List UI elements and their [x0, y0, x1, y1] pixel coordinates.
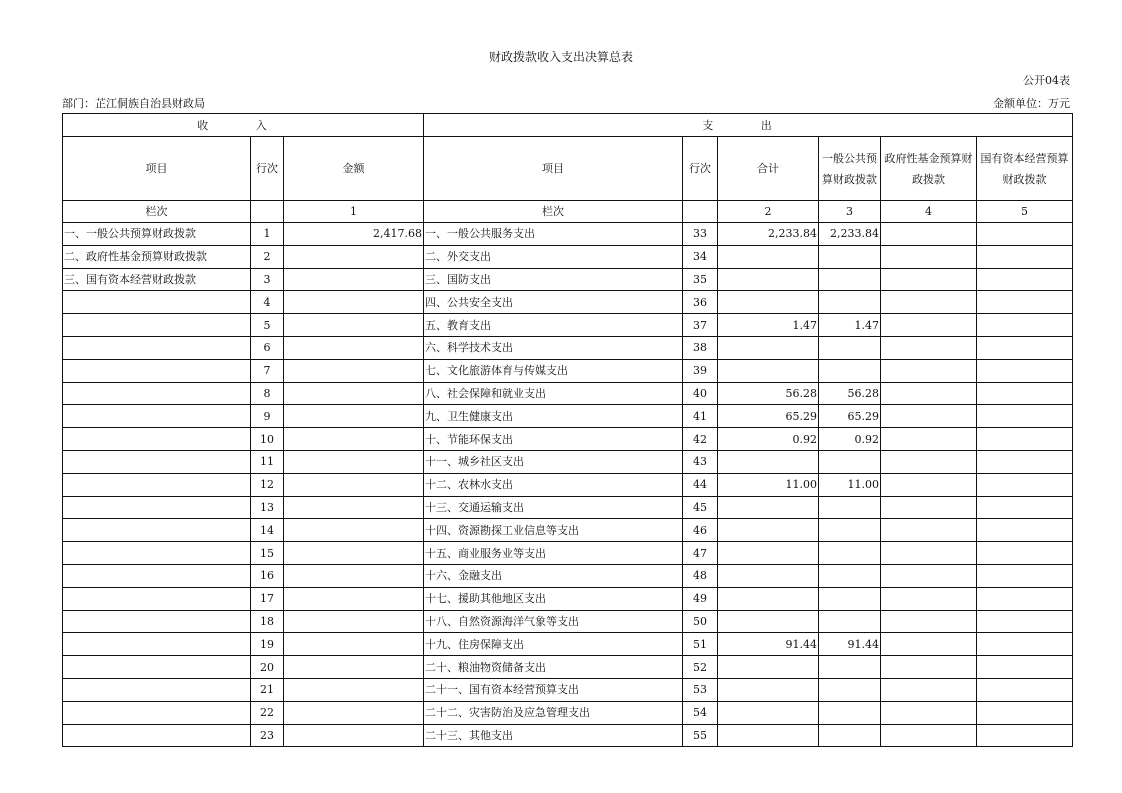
income-item-cell [63, 359, 251, 382]
table-row [63, 564, 1073, 587]
income-item-cell [63, 656, 251, 679]
general-budget-cell [819, 564, 881, 587]
income-row-cell: 13 [251, 496, 284, 519]
income-row-cell: 11 [251, 450, 284, 473]
expense-item-cell: 七、文化旅游体育与传媒支出 [424, 359, 683, 382]
expense-item-cell: 十、节能环保支出 [424, 428, 683, 451]
gov-fund-cell [881, 359, 977, 382]
expense-row-cell: 49 [683, 587, 718, 610]
expense-row-cell: 54 [683, 701, 718, 724]
income-amount-cell [284, 496, 424, 519]
total-cell [718, 564, 819, 587]
table-row [63, 245, 1073, 268]
table-row [63, 633, 1073, 656]
state-capital-cell [977, 678, 1073, 701]
table-row [63, 519, 1073, 542]
income-item-cell [63, 678, 251, 701]
table-row [63, 656, 1073, 679]
expense-colnum-row [683, 201, 718, 223]
group-header-row [63, 114, 1073, 137]
gov-fund-cell [881, 382, 977, 405]
state-capital-cell [977, 245, 1073, 268]
report-title: 财政拨款收入支出决算总表 [488, 50, 633, 64]
expense-item-cell: 九、卫生健康支出 [424, 405, 683, 428]
income-row-header: 行次 [251, 137, 284, 201]
expense-colnum-label: 栏次 [424, 201, 683, 223]
income-item-cell [63, 382, 251, 405]
general-budget-cell: 2,233.84 [819, 223, 881, 246]
total-cell: 91.44 [718, 633, 819, 656]
expense-row-cell: 45 [683, 496, 718, 519]
income-row-cell: 12 [251, 473, 284, 496]
column-number-row [63, 201, 1073, 223]
income-row-cell: 5 [251, 314, 284, 337]
income-amount-cell [284, 519, 424, 542]
expense-row-cell: 52 [683, 656, 718, 679]
expense-item-cell: 十三、交通运输支出 [424, 496, 683, 519]
income-row-cell: 9 [251, 405, 284, 428]
expense-row-cell: 50 [683, 610, 718, 633]
income-item-cell [63, 724, 251, 747]
expense-item-cell: 八、社会保障和就业支出 [424, 382, 683, 405]
state-capital-cell [977, 564, 1073, 587]
state-capital-cell [977, 223, 1073, 246]
income-amount-cell [284, 405, 424, 428]
state-capital-cell [977, 724, 1073, 747]
unit-label: 金额单位：万元 [993, 97, 1070, 110]
table-row [63, 587, 1073, 610]
income-item-cell [63, 519, 251, 542]
total-cell: 0.92 [718, 428, 819, 451]
state-capital-cell [977, 336, 1073, 359]
table-row [63, 496, 1073, 519]
income-item-cell [63, 701, 251, 724]
expense-item-cell: 十七、援助其他地区支出 [424, 587, 683, 610]
income-amount-cell [284, 314, 424, 337]
general-colnum: 3 [819, 201, 881, 223]
general-budget-cell [819, 542, 881, 565]
income-amount-cell [284, 336, 424, 359]
gov-fund-header: 政府性基金预算财政拨款 [881, 137, 977, 201]
expense-row-cell: 51 [683, 633, 718, 656]
expense-row-cell: 36 [683, 291, 718, 314]
gov-fund-cell [881, 314, 977, 337]
income-row-cell: 4 [251, 291, 284, 314]
total-cell [718, 542, 819, 565]
income-row-cell: 8 [251, 382, 284, 405]
income-amount-cell [284, 291, 424, 314]
income-colnum-label: 栏次 [63, 201, 251, 223]
income-item-cell [63, 587, 251, 610]
general-budget-cell: 11.00 [819, 473, 881, 496]
expense-item-cell: 二十一、国有资本经营预算支出 [424, 678, 683, 701]
state-capital-cell [977, 268, 1073, 291]
gov-fund-cell [881, 245, 977, 268]
fiscal-table [62, 113, 1073, 747]
state-capital-cell [977, 633, 1073, 656]
expense-row-cell: 55 [683, 724, 718, 747]
table-row [63, 542, 1073, 565]
state-capital-cell [977, 473, 1073, 496]
gov-fund-cell [881, 428, 977, 451]
table-row [63, 678, 1073, 701]
expense-row-cell: 46 [683, 519, 718, 542]
total-cell: 65.29 [718, 405, 819, 428]
expense-row-cell: 47 [683, 542, 718, 565]
expense-row-cell: 48 [683, 564, 718, 587]
general-budget-header: 一般公共预算财政拨款 [819, 137, 881, 201]
income-item-cell [63, 496, 251, 519]
income-item-cell: 二、政府性基金预算财政拨款 [63, 245, 251, 268]
expense-item-cell: 十一、城乡社区支出 [424, 450, 683, 473]
gov-fund-cell [881, 701, 977, 724]
state-capital-cell [977, 359, 1073, 382]
expense-row-cell: 40 [683, 382, 718, 405]
state-capital-cell [977, 291, 1073, 314]
total-cell [718, 678, 819, 701]
income-amount-cell [284, 450, 424, 473]
total-cell [718, 496, 819, 519]
income-amount-cell [284, 473, 424, 496]
general-budget-cell [819, 450, 881, 473]
total-cell [718, 724, 819, 747]
income-group-header: 收 入 [63, 114, 424, 137]
total-cell: 56.28 [718, 382, 819, 405]
income-item-cell [63, 564, 251, 587]
expense-row-cell: 43 [683, 450, 718, 473]
state-capital-cell [977, 542, 1073, 565]
expense-row-cell: 37 [683, 314, 718, 337]
total-cell [718, 587, 819, 610]
state-capital-cell [977, 450, 1073, 473]
income-row-cell: 20 [251, 656, 284, 679]
expense-item-cell: 二、外交支出 [424, 245, 683, 268]
income-item-cell: 三、国有资本经营财政拨款 [63, 268, 251, 291]
expense-row-cell: 42 [683, 428, 718, 451]
income-row-cell: 6 [251, 336, 284, 359]
income-item-cell: 一、一般公共预算财政拨款 [63, 223, 251, 246]
table-row [63, 223, 1073, 246]
expense-item-cell: 十六、金融支出 [424, 564, 683, 587]
general-budget-cell [819, 359, 881, 382]
state-capital-cell [977, 405, 1073, 428]
gov-fund-cell [881, 405, 977, 428]
table-row [63, 450, 1073, 473]
general-budget-cell [819, 268, 881, 291]
expense-row-cell: 33 [683, 223, 718, 246]
expense-item-cell: 四、公共安全支出 [424, 291, 683, 314]
income-amount-cell [284, 428, 424, 451]
expense-row-cell: 34 [683, 245, 718, 268]
gov-fund-cell [881, 678, 977, 701]
general-budget-cell [819, 701, 881, 724]
expense-item-cell: 十二、农林水支出 [424, 473, 683, 496]
income-row-cell: 19 [251, 633, 284, 656]
expense-item-cell: 五、教育支出 [424, 314, 683, 337]
income-amount-cell: 2,417.68 [284, 223, 424, 246]
income-amount-cell [284, 268, 424, 291]
income-amount-cell [284, 382, 424, 405]
expense-item-cell: 十四、资源勘探工业信息等支出 [424, 519, 683, 542]
gov-fund-cell [881, 336, 977, 359]
income-item-cell [63, 610, 251, 633]
income-row-cell: 1 [251, 223, 284, 246]
state-capital-cell [977, 701, 1073, 724]
table-row [63, 291, 1073, 314]
income-amount-header: 金额 [284, 137, 424, 201]
general-budget-cell: 1.47 [819, 314, 881, 337]
expense-group-header: 支 出 [424, 114, 1073, 137]
income-amount-cell [284, 633, 424, 656]
gov-fund-cell [881, 610, 977, 633]
state-capital-cell [977, 656, 1073, 679]
income-amount-cell [284, 245, 424, 268]
table-row [63, 610, 1073, 633]
gov-fund-cell [881, 724, 977, 747]
gov-fund-cell [881, 450, 977, 473]
gov-fund-cell [881, 587, 977, 610]
expense-item-cell: 二十三、其他支出 [424, 724, 683, 747]
general-budget-cell: 91.44 [819, 633, 881, 656]
total-cell [718, 610, 819, 633]
general-budget-cell [819, 245, 881, 268]
total-header: 合计 [718, 137, 819, 201]
income-row-cell: 18 [251, 610, 284, 633]
gov-fund-cell [881, 473, 977, 496]
general-budget-cell [819, 587, 881, 610]
state-capital-colnum: 5 [977, 201, 1073, 223]
state-capital-cell [977, 314, 1073, 337]
income-colnum-row [251, 201, 284, 223]
total-cell [718, 701, 819, 724]
expense-item-cell: 二十、粮油物资储备支出 [424, 656, 683, 679]
table-row [63, 314, 1073, 337]
expense-row-header: 行次 [683, 137, 718, 201]
expense-item-cell: 十八、自然资源海洋气象等支出 [424, 610, 683, 633]
table-row [63, 336, 1073, 359]
general-budget-cell: 0.92 [819, 428, 881, 451]
total-cell [718, 450, 819, 473]
state-capital-cell [977, 610, 1073, 633]
income-item-cell [63, 314, 251, 337]
income-row-cell: 16 [251, 564, 284, 587]
expense-item-cell: 十五、商业服务业等支出 [424, 542, 683, 565]
state-capital-cell [977, 587, 1073, 610]
income-amount-cell [284, 701, 424, 724]
gov-fund-cell [881, 564, 977, 587]
income-row-cell: 22 [251, 701, 284, 724]
income-amount-cell [284, 724, 424, 747]
table-row [63, 428, 1073, 451]
gov-fund-cell [881, 542, 977, 565]
state-capital-header: 国有资本经营预算财政拨款 [977, 137, 1073, 201]
gov-fund-cell [881, 268, 977, 291]
income-item-cell [63, 542, 251, 565]
table-row [63, 405, 1073, 428]
total-cell [718, 359, 819, 382]
total-cell [718, 291, 819, 314]
table-row [63, 701, 1073, 724]
general-budget-cell: 56.28 [819, 382, 881, 405]
income-item-cell [63, 633, 251, 656]
general-budget-cell [819, 519, 881, 542]
income-row-cell: 7 [251, 359, 284, 382]
expense-row-cell: 39 [683, 359, 718, 382]
expense-item-header: 项目 [424, 137, 683, 201]
income-amount-cell [284, 542, 424, 565]
income-amount-cell [284, 678, 424, 701]
department-label: 部门：芷江侗族自治县财政局 [62, 97, 205, 110]
income-row-cell: 10 [251, 428, 284, 451]
expense-item-cell: 三、国防支出 [424, 268, 683, 291]
income-row-cell: 2 [251, 245, 284, 268]
gov-fund-cell [881, 496, 977, 519]
table-row [63, 724, 1073, 747]
general-budget-cell [819, 678, 881, 701]
expense-row-cell: 41 [683, 405, 718, 428]
state-capital-cell [977, 428, 1073, 451]
income-item-cell [63, 450, 251, 473]
gov-fund-cell [881, 223, 977, 246]
gov-fund-colnum: 4 [881, 201, 977, 223]
state-capital-cell [977, 496, 1073, 519]
income-item-cell [63, 291, 251, 314]
income-row-cell: 3 [251, 268, 284, 291]
report-code: 公开04表 [1023, 74, 1070, 87]
state-capital-cell [977, 519, 1073, 542]
total-cell [718, 268, 819, 291]
income-amount-cell [284, 656, 424, 679]
expense-row-cell: 44 [683, 473, 718, 496]
total-cell: 2,233.84 [718, 223, 819, 246]
general-budget-cell [819, 496, 881, 519]
expense-item-cell: 十九、住房保障支出 [424, 633, 683, 656]
total-cell: 1.47 [718, 314, 819, 337]
expense-item-cell: 六、科学技术支出 [424, 336, 683, 359]
income-colnum-amount: 1 [284, 201, 424, 223]
expense-item-cell: 二十二、灾害防治及应急管理支出 [424, 701, 683, 724]
total-cell [718, 519, 819, 542]
gov-fund-cell [881, 656, 977, 679]
expense-row-cell: 53 [683, 678, 718, 701]
general-budget-cell [819, 656, 881, 679]
total-cell [718, 245, 819, 268]
income-row-cell: 15 [251, 542, 284, 565]
income-item-cell [63, 428, 251, 451]
income-amount-cell [284, 587, 424, 610]
income-item-header: 项目 [63, 137, 251, 201]
column-header-row [63, 137, 1073, 201]
income-item-cell [63, 336, 251, 359]
expense-item-cell: 一、一般公共服务支出 [424, 223, 683, 246]
table-row [63, 473, 1073, 496]
gov-fund-cell [881, 291, 977, 314]
general-budget-cell [819, 724, 881, 747]
total-cell [718, 656, 819, 679]
gov-fund-cell [881, 519, 977, 542]
income-amount-cell [284, 564, 424, 587]
general-budget-cell [819, 610, 881, 633]
general-budget-cell [819, 336, 881, 359]
gov-fund-cell [881, 633, 977, 656]
total-cell [718, 336, 819, 359]
total-colnum: 2 [718, 201, 819, 223]
income-item-cell [63, 405, 251, 428]
income-amount-cell [284, 610, 424, 633]
expense-row-cell: 35 [683, 268, 718, 291]
table-row [63, 359, 1073, 382]
general-budget-cell: 65.29 [819, 405, 881, 428]
expense-row-cell: 38 [683, 336, 718, 359]
general-budget-cell [819, 291, 881, 314]
income-item-cell [63, 473, 251, 496]
income-row-cell: 23 [251, 724, 284, 747]
state-capital-cell [977, 382, 1073, 405]
income-amount-cell [284, 359, 424, 382]
table-row [63, 268, 1073, 291]
total-cell: 11.00 [718, 473, 819, 496]
table-row [63, 382, 1073, 405]
income-row-cell: 21 [251, 678, 284, 701]
income-row-cell: 14 [251, 519, 284, 542]
income-row-cell: 17 [251, 587, 284, 610]
